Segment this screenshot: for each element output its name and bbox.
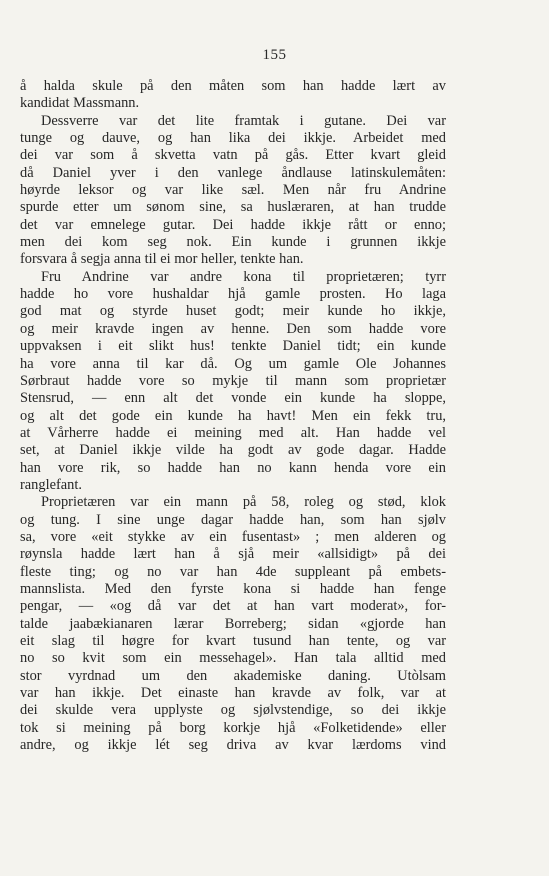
text-line: god mat og styrde huset godt; meir kunde ho ikkje, [20,303,446,320]
text-line: dei skulde vera upplyste og sjølvstendige, so dei ikkje [20,702,446,719]
text-line: fleste ting; og no var han 4de suppleant på embets- [20,563,446,580]
text-line: andre, og ikkje lét seg driva av kvar lærdoms vind [20,737,446,754]
text-line: og meir kravde ingen av henne. Den som hadde vore [20,320,446,337]
body-text [20,78,446,754]
text-line: eit slag til høgre for kvart tusund han tente, og var [20,633,446,649]
text-line: no so kvit som ein messehagel». Han tala alltid med [20,650,446,667]
text-line: talde jaabækianaren lærar Borreberg; sidan «gjorde han [20,615,446,632]
text-line: Sørbraut hadde vore so mykje til mann som proprietær [20,372,446,389]
text-line: å halda skule på den måten som han hadde lært av [20,78,446,94]
text-line: då Daniel yver i den vanlege åndlause latinskulemåten: [20,164,446,181]
text-line: tunge og dauve, og han lika dei ikkje. Arbeidet med [20,130,446,147]
page-number: 155 [262,47,287,63]
text-line: ranglefant. [20,476,82,493]
text-line: Fru Andrine var andre kona til proprietæren; tyrr [41,268,446,285]
text-line: kandidat Massmann. [20,95,140,112]
text-line: høyrde leksor og var like sæl. Men når fru Andrine [20,182,446,199]
text-line: Proprietæren var ein mann på 58, roleg og stød, klok [41,494,446,511]
text-line: Stensrud, — enn alt det vonde ein kunde ha sloppe, [20,390,446,407]
text-line: tok si meining på borg korkje hjå «Folketidende» eller [20,719,446,736]
text-line: og alt det gode ein kunde ha havt! Men ein fekk tru, [20,407,446,424]
text-line: uppvaksen i eit slikt hus! tenkte Daniel tidt; ein kunde [20,338,446,355]
text-line: sa, vore «eit stykke av ein fusentast» ; men alderen og [20,528,446,545]
text-line: set, at Daniel ikkje vilde ha godt av gode dagar. Hadde [20,442,446,459]
text-line: men dei kom seg nok. Ein kunde i grunnen ikkje [20,234,446,251]
text-line: at Vårherre hadde ei meining med alt. Han hadde vel [20,424,446,441]
text-line: og tung. I sine unge dagar hadde han, som han sjølv [20,511,446,528]
text-line: stor vyrdnad um den akademiske daning. Utòlsam [20,667,446,684]
text-line: dei var som å skvetta vatn på gås. Etter kvart gleid [20,147,446,164]
text-line: Dessverre var det lite framtak i gutane. Dei var [41,112,446,129]
text-line: pengar, — «og då var det at han vart moderat», for- [20,598,446,615]
text-line: det var emnelege gutar. Dei hadde ikkje rått or enno; [20,216,446,233]
text-line: hadde ho vore hushaldar hjå gamle prosten. Ho laga [20,286,446,303]
text-line: mannslista. Med den fyrste kona si hadde han fenge [20,580,446,597]
text-line: forsvara å segja anna til ei mor heller, tenkte han. [20,251,304,268]
text-line: var han ikkje. Det einaste han kravde av folk, var at [20,685,446,702]
text-line: ha vore anna til kar då. Og um gamle Ole Johannes [20,355,446,372]
text-line: spurde etter um sønom sine, sa huslæraren, at han trudde [20,199,446,216]
text-line: røynsla hadde lært han å sjå meir «allsidigt» på dei [20,546,446,563]
text-line: han vore rik, so hadde han no kann henda vore ein [20,459,446,476]
